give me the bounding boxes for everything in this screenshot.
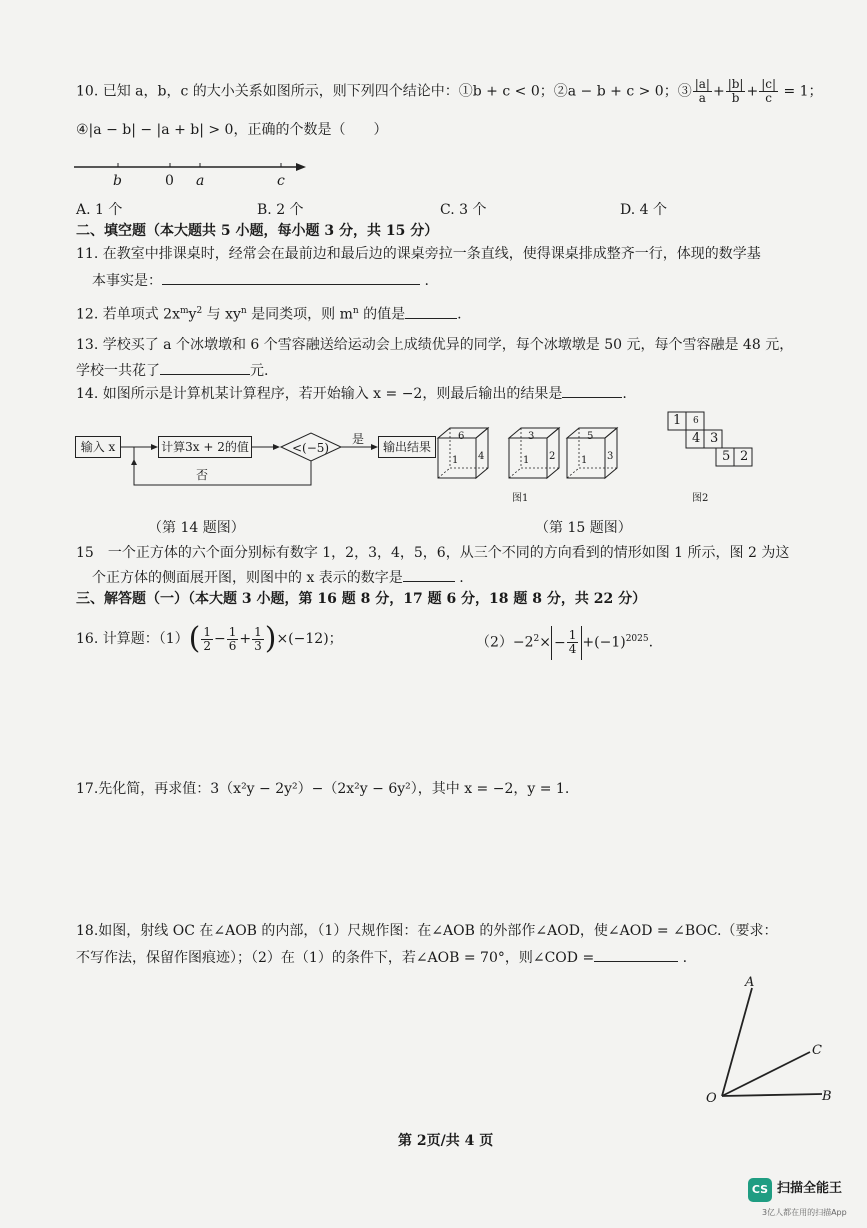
fig1-label: 图1 (512, 493, 529, 504)
cube3-side: 3 (607, 451, 614, 462)
q12: 12. 若单项式 $2x^my^2$ 与 $xy^n$ 是同类项，则 $m^n$ 的值是 . (76, 302, 462, 324)
cube3-top: 5 (587, 431, 594, 442)
camscanner-logo: CS (748, 1178, 772, 1202)
number-line-a: a (196, 173, 205, 189)
q15-line1: 15 一个正方体的六个面分别标有数字 1，2，3，4，5，6，从三个不同的方向看到的情形如图 1 所示，图 2 为这 (76, 545, 790, 561)
point-a: A (745, 975, 755, 990)
q10-option-b: B. 2 个 (257, 202, 304, 218)
flow-no: 否 (196, 468, 209, 482)
q10-option-a: A. 1 个 (76, 202, 123, 218)
flow-cond: <(−5) (292, 441, 330, 455)
cube1-front: 1 (452, 455, 459, 466)
q14-caption: （第 14 题图） (148, 520, 245, 536)
number-line-0: 0 (165, 173, 174, 189)
angle-diagram (700, 970, 840, 1110)
q11-line2: 本事实是： . (92, 270, 429, 290)
cube2-side: 2 (549, 451, 556, 462)
cube-net (666, 410, 771, 472)
q16-part1: 16. 计算题：（1）( $\frac{1}{2}$ − $\frac{1}{6}$ + $\frac{1}{3}$ )×(−12)； (76, 621, 343, 656)
number-line-c: c (277, 173, 285, 189)
point-b: B (822, 1089, 832, 1104)
number-line (70, 155, 310, 190)
net-cell-3: 4 (692, 431, 701, 446)
number-line-b: b (113, 173, 122, 189)
page-footer: 第 2页/共 4 页 (398, 1133, 494, 1149)
flow-input: 输入 x (75, 436, 121, 458)
q16-part2: $(2)-2^2\times$ − $\frac{1}{4}$ $+(-1)^{2025}$. (476, 622, 653, 660)
q10-line1: 10. 已知 a，b，c 的大小关系如图所示，则下列四个结论中：①b + c < 0；②a − b + c > 0；③ $\frac{|a|}{a}$ + $\frac{|b|}{b}$ + $\frac{|c|}{c}$ = 1； (76, 77, 823, 105)
point-c: C (812, 1043, 822, 1058)
q18-answer-blank[interactable] (594, 947, 678, 962)
cube1-side: 4 (478, 451, 485, 462)
q15-answer-blank[interactable] (403, 567, 455, 582)
q13-line1: 13. 学校买了 a 个冰墩墩和 6 个雪容融送给运动会上成绩优异的同学，每个冰墩墩是 50 元，每个雪容融是 48 元， (76, 337, 794, 353)
q15-caption: （第 15 题图） (535, 520, 632, 536)
section-3-title: 三、解答题（一）（本大题 3 小题，第 16 题 8 分，17 题 6 分，18 题 8 分，共 22 分） (76, 591, 647, 607)
cube3-front: 1 (581, 455, 588, 466)
q14-answer-blank[interactable] (562, 383, 622, 398)
fig2-label: 图2 (692, 493, 709, 504)
flow-output: 输出结果 (378, 436, 436, 458)
flow-yes: 是 (352, 432, 365, 446)
flow-calc: 计算3x + 2的值 (158, 436, 252, 458)
q11-line1: 11. 在教室中排课桌时，经常会在最前边和最后边的课桌旁拉一条直线，使得课桌排成整齐一行，体现的数学基 (76, 246, 761, 262)
q14-text: 14. 如图所示是计算机某计算程序，若开始输入 x = −2，则最后输出的结果是 . (76, 383, 627, 403)
watermark-title: 扫描全能王 (777, 1181, 843, 1196)
q17: 17.先化简，再求值：3（x²y − 2y²）−（2x²y − 6y²），其中 x = −2，y = 1. (76, 781, 570, 797)
cube2-front: 1 (523, 455, 530, 466)
q12-answer-blank[interactable] (405, 304, 457, 319)
net-cell-2: 6 (693, 416, 699, 426)
cube1-top: 6 (458, 431, 465, 442)
q13-line2: 学校一共花了 元. (76, 360, 268, 380)
q15-line2: 个正方体的侧面展开图，则图中的 x 表示的数字是 . (92, 567, 464, 587)
watermark-subtitle: 3亿人都在用的扫描App (762, 1208, 847, 1217)
net-cell-4: 3 (710, 431, 719, 446)
q10-line2: ④|a − b| − |a + b| > 0，正确的个数是（ ） (76, 122, 388, 138)
net-cell-5: 5 (722, 449, 731, 464)
q11-answer-blank[interactable] (162, 270, 420, 285)
point-o: O (706, 1091, 717, 1106)
q10-option-d: D. 4 个 (620, 202, 667, 218)
q13-answer-blank[interactable] (160, 360, 250, 375)
cube2-top: 3 (528, 431, 535, 442)
q18-line1: 18.如图，射线 OC 在∠AOB 的内部，（1）尺规作图：在∠AOB 的外部作∠AOD，使∠AOD = ∠BOC.（要求： (76, 923, 778, 939)
q10-option-c: C. 3 个 (440, 202, 487, 218)
q18-line2: 不写作法，保留作图痕迹）；（2）在（1）的条件下，若∠AOB = 70°，则∠COD = . (76, 947, 687, 967)
net-cell-6: 2 (740, 449, 749, 464)
net-cell-1: 1 (673, 413, 682, 428)
section-2-title: 二、填空题（本大题共 5 小题，每小题 3 分，共 15 分） (76, 223, 439, 239)
